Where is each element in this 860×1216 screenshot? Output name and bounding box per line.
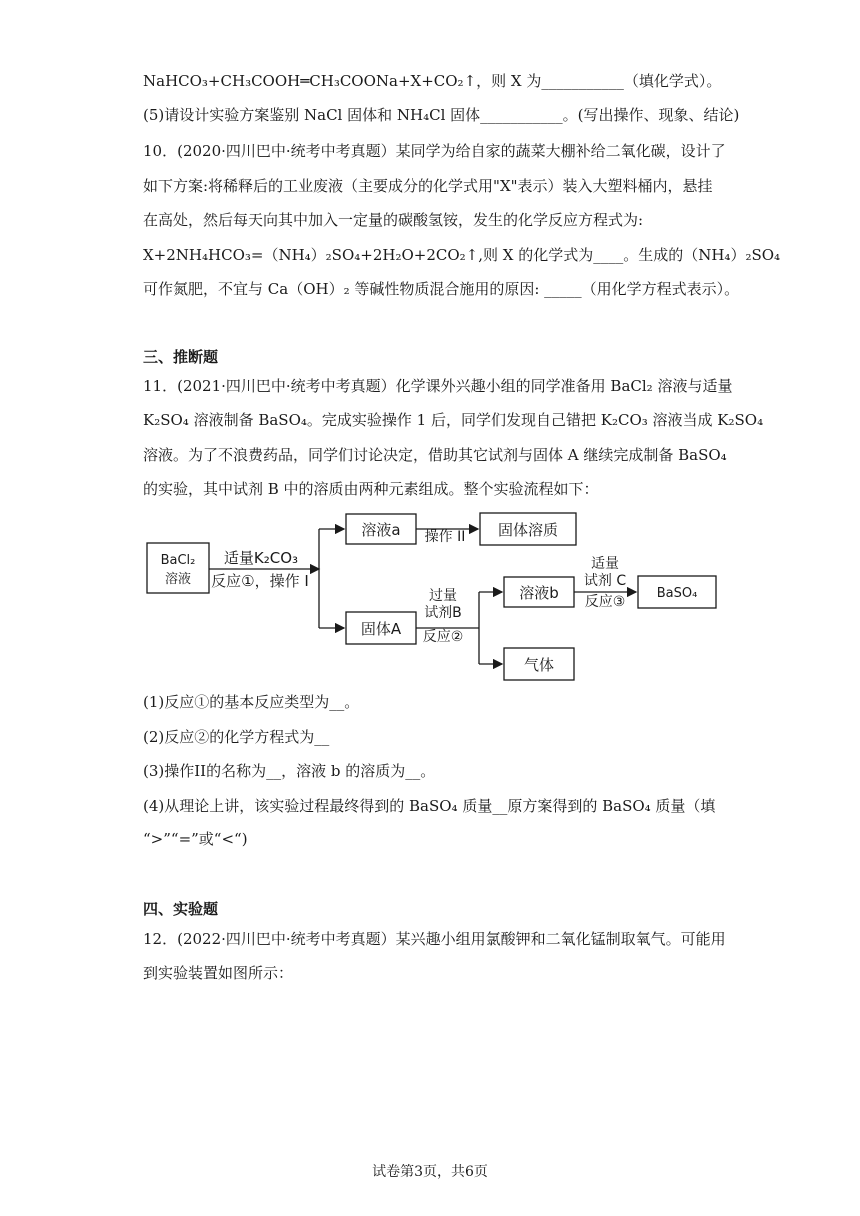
section-heading-inference: 三、推断题 [143, 348, 219, 366]
text-line: K₂SO₄ 溶液制备 BaSO₄。完成实验操作 1 后，同学们发现自己错把 K₂CO₃ 溶液当成 K₂SO₄ [143, 411, 764, 429]
section-heading-experiment: 四、实验题 [143, 900, 219, 918]
sub-question-3: (3)操作II的名称为__，溶液 b 的溶质为__。 [143, 762, 436, 780]
bacl2-solution-label: 溶液 [164, 572, 192, 587]
question-11-line: 11．(2021·四川巴中·统考中考真题）化学课外兴趣小组的同学准备用 BaCl₂ 溶液与适量 [143, 377, 733, 395]
question-10-line: 10．(2020·四川巴中·统考中考真题）某同学为给自家的蔬菜大棚补给二氧化碳，设计了 [143, 142, 726, 160]
reaction-2-label: 反应② [422, 629, 464, 645]
reagent-c-label: 试剂 C [583, 573, 627, 589]
text-line: 的实验，其中试剂 B 中的溶质由两种元素组成。整个实验流程如下： [143, 480, 599, 498]
text-line: 溶液。为了不浪费药品，同学们讨论决定，借助其它试剂与固体 A 继续完成制备 BaSO₄ [143, 446, 727, 464]
bacl2-label: BaCl₂ [160, 553, 196, 568]
solid-a-label: 固体A [360, 620, 402, 638]
solid-solute-label: 固体溶质 [497, 521, 559, 539]
reaction-3-label: 反应③ [584, 594, 626, 610]
sub-question-1: (1)反应①的基本反应类型为__。 [143, 693, 360, 711]
text-line: (5)请设计实验方案鉴别 NaCl 固体和 NH₄Cl 固体___________。(写出操作、现象、结论) [143, 106, 740, 124]
text-line: 在高处，然后每天向其中加入一定量的碳酸氢铵，发生的化学反应方程式为: [143, 211, 644, 229]
question-12-line: 12．(2022·四川巴中·统考中考真题）某兴趣小组用氯酸钾和二氧化锰制取氧气。可能用 [143, 930, 726, 948]
experiment-flow-diagram [143, 510, 723, 690]
text-line: 可作氮肥，不宜与 Ca（OH）₂ 等碱性物质混合施用的原因: _____（用化学方程式表示）。 [143, 280, 740, 298]
text-line: “>”“=”或“<“) [143, 830, 248, 848]
appropriate-label: 适量 [591, 556, 619, 572]
operation-2-label: 操作 II [424, 529, 466, 545]
sub-question-2: (2)反应②的化学方程式为__ [143, 728, 330, 746]
reagent-k2co3-label: 适量K₂CO₃ [223, 549, 299, 567]
sub-question-4: (4)从理论上讲，该实验过程最终得到的 BaSO₄ 质量__原方案得到的 BaSO₄ 质量（填 [143, 797, 716, 815]
text-line: 如下方案:将稀释后的工业废液（主要成分的化学式用"X"表示）装入大塑料桶内，悬挂 [143, 177, 713, 195]
gas-label: 气体 [523, 656, 555, 674]
reaction-1-label: 反应①，操作 I [211, 572, 309, 590]
text-line: X+2NH₄HCO₃=（NH₄）₂SO₄+2H₂O+2CO₂↑,则 X 的化学式为____。生成的（NH₄）₂SO₄ [143, 246, 781, 264]
reagent-b-label: 试剂B [424, 605, 462, 621]
solution-b-label: 溶液b [519, 584, 559, 602]
text-line: 到实验装置如图所示： [143, 964, 294, 982]
solution-a-label: 溶液a [361, 521, 401, 539]
excess-label: 过量 [429, 588, 457, 604]
page-footer: 试卷第3页，共6页 [372, 1164, 488, 1180]
text-line: NaHCO₃+CH₃COOH═CH₃COONa+X+CO₂↑，则 X 为___________（填化学式）。 [143, 72, 722, 90]
baso4-label: BaSO₄ [656, 586, 698, 601]
